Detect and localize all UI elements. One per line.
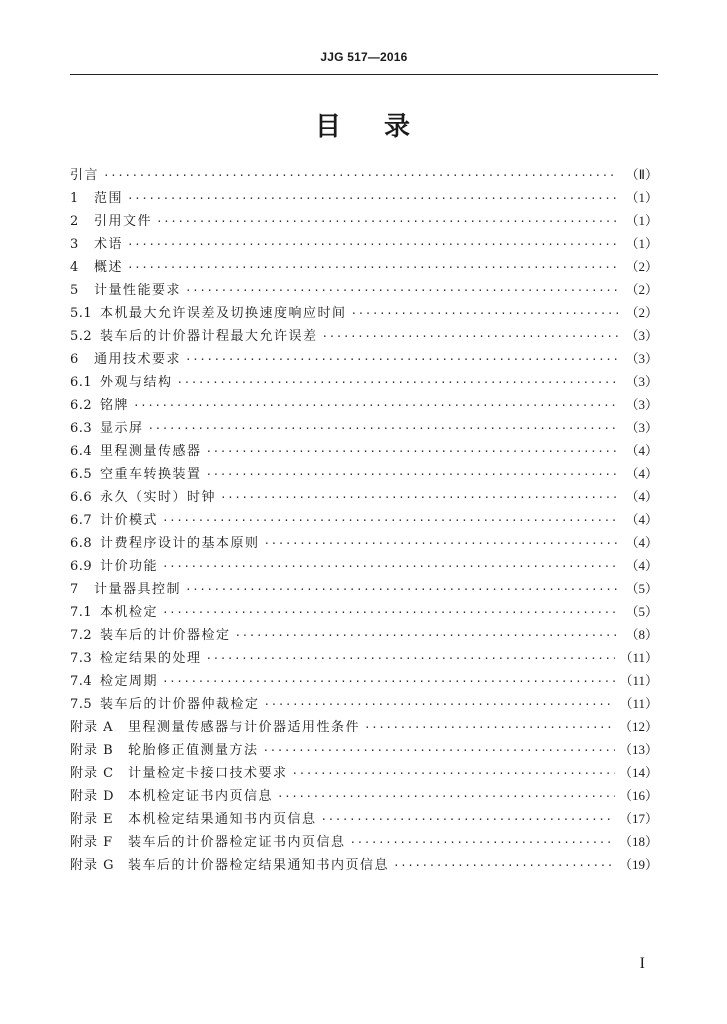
- toc-entry[interactable]: [70, 232, 658, 255]
- toc-entry-page: （5）: [625, 581, 658, 596]
- dot-leader: [206, 463, 618, 486]
- dot-leader: [206, 440, 618, 463]
- toc-entry-page: （2）: [625, 305, 658, 320]
- toc-entry-title: 范围: [94, 191, 124, 206]
- toc-entry-number: 附录 F: [70, 835, 114, 850]
- dot-leader: [127, 187, 618, 210]
- toc-entry-title: 概述: [94, 260, 124, 275]
- toc-entry-page: （4）: [625, 489, 658, 504]
- toc-entry-title: 本机检定证书内页信息: [128, 789, 274, 804]
- toc-entry[interactable]: [70, 163, 658, 186]
- toc-entry[interactable]: [70, 508, 658, 531]
- dot-leader: [162, 555, 618, 578]
- toc-entry-title: 本机检定结果通知书内页信息: [128, 812, 317, 827]
- dot-leader: [263, 739, 615, 762]
- toc-entry[interactable]: [70, 370, 658, 393]
- toc-entry-number: 6.9: [70, 559, 93, 574]
- toc-entry[interactable]: [70, 347, 658, 370]
- dot-leader: [156, 210, 618, 233]
- dot-leader: [321, 808, 615, 831]
- toc-entry-number: 7.4: [70, 674, 93, 689]
- toc-entry-title: 装车后的计价器检定: [100, 628, 231, 643]
- toc-entry[interactable]: [70, 715, 658, 738]
- header-divider: [70, 74, 658, 75]
- toc-entry[interactable]: [70, 646, 658, 669]
- toc-entry-page: （4）: [625, 466, 658, 481]
- toc-entry[interactable]: [70, 301, 658, 324]
- toc-entry[interactable]: [70, 692, 658, 715]
- toc-entry-number: 3: [70, 237, 79, 252]
- toc-entry-title: 通用技术要求: [94, 352, 182, 367]
- toc-entry[interactable]: [70, 853, 658, 876]
- toc-entry[interactable]: [70, 577, 658, 600]
- toc-entry-title: 外观与结构: [100, 375, 173, 390]
- toc-entry-number: 7.5: [70, 697, 93, 712]
- dot-leader: [162, 509, 618, 532]
- dot-leader: [264, 532, 618, 555]
- dot-leader: [264, 693, 616, 716]
- toc-entry-title: 空重车转换装置: [100, 467, 202, 482]
- toc-entry-page: （14）: [618, 765, 658, 780]
- toc-entry[interactable]: [70, 554, 658, 577]
- dot-leader: [162, 601, 618, 624]
- standard-code-header: JJG 517—2016: [320, 50, 408, 64]
- toc-entry-page: （11）: [619, 650, 658, 665]
- toc-entry-page: （1）: [625, 236, 658, 251]
- toc-entry-number: 5: [70, 283, 79, 298]
- toc-entry-page: （4）: [625, 512, 658, 527]
- toc-entry-number: 附录 B: [70, 743, 114, 758]
- toc-entry-title: 装车后的计价器检定结果通知书内页信息: [128, 858, 390, 873]
- toc-entry-page: （19）: [618, 857, 658, 872]
- dot-leader: [277, 785, 615, 808]
- toc-entry-number: 附录 G: [70, 858, 115, 873]
- toc-entry-title: 检定周期: [100, 674, 159, 689]
- toc-entry-title: 计量性能要求: [94, 283, 182, 298]
- toc-entry-number: 6.8: [70, 536, 93, 551]
- toc-entry-page: （13）: [618, 742, 658, 757]
- toc-entry-number: 6.3: [70, 421, 93, 436]
- toc-entry-number: 7.3: [70, 651, 93, 666]
- toc-entry[interactable]: [70, 416, 658, 439]
- toc-entry[interactable]: [70, 669, 658, 692]
- toc-entry[interactable]: [70, 485, 658, 508]
- toc-entry-title: 引言: [70, 168, 100, 183]
- toc-entry[interactable]: [70, 784, 658, 807]
- dot-leader: [322, 325, 618, 348]
- toc-entry-number: 7.1: [70, 605, 93, 620]
- toc-entry-title: 术语: [94, 237, 124, 252]
- toc-entry[interactable]: [70, 807, 658, 830]
- toc-entry-page: （16）: [618, 788, 658, 803]
- toc-entry-number: 5.2: [70, 329, 93, 344]
- dot-leader: [185, 279, 618, 302]
- dot-leader: [350, 831, 615, 854]
- toc-entry-title: 计价功能: [100, 559, 159, 574]
- toc-entry-number: 7.2: [70, 628, 93, 643]
- toc-entry-title: 装车后的计价器仲裁检定: [100, 697, 260, 712]
- dot-leader: [185, 578, 618, 601]
- toc-entry-number: 5.1: [70, 306, 93, 321]
- toc-entry-title: 本机最大允许误差及切换速度响应时间: [100, 306, 347, 321]
- toc-entry-number: 1: [70, 191, 79, 206]
- toc-entry-title: 铭牌: [100, 398, 130, 413]
- toc-entry-page: （1）: [625, 213, 658, 228]
- toc-entry-page: （8）: [625, 627, 658, 642]
- toc-entry-title: 计费程序设计的基本原则: [100, 536, 260, 551]
- toc-entry-title: 里程测量传感器: [100, 444, 202, 459]
- toc-entry-title: 轮胎修正值测量方法: [128, 743, 259, 758]
- toc-entry-title: 计价模式: [100, 513, 159, 528]
- toc-entry-page: （4）: [625, 443, 658, 458]
- toc-entry-page: （17）: [618, 811, 658, 826]
- dot-leader: [206, 647, 616, 670]
- dot-leader: [177, 371, 618, 394]
- toc-entry-title: 装车后的计价器计程最大允许误差: [100, 329, 318, 344]
- toc-entry-page: （2）: [625, 282, 658, 297]
- toc-entry-page: （4）: [625, 558, 658, 573]
- dot-leader: [162, 670, 615, 693]
- dot-leader: [220, 486, 618, 509]
- toc-entry-title: 显示屏: [100, 421, 144, 436]
- toc-entry-page: （12）: [618, 719, 658, 734]
- toc-entry-number: 4: [70, 260, 79, 275]
- toc-entry-page: （11）: [619, 673, 658, 688]
- dot-leader: [103, 164, 618, 187]
- dot-leader: [292, 762, 615, 785]
- toc-entry[interactable]: [70, 324, 658, 347]
- toc-entry[interactable]: [70, 761, 658, 784]
- toc-entry[interactable]: [70, 830, 658, 853]
- dot-leader: [127, 233, 618, 256]
- toc-entry-number: 6.7: [70, 513, 93, 528]
- toc-entry-number: 6.2: [70, 398, 93, 413]
- toc-entry-page: （3）: [625, 328, 658, 343]
- dot-leader: [393, 854, 615, 877]
- toc-entry-number: 7: [70, 582, 79, 597]
- toc-entry-number: 6.1: [70, 375, 93, 390]
- toc-entry-page: （3）: [625, 351, 658, 366]
- dot-leader: [127, 256, 618, 279]
- toc-entry-title: 计量器具控制: [94, 582, 182, 597]
- toc-entry-page: （1）: [625, 190, 658, 205]
- toc-entry-page: （11）: [619, 696, 658, 711]
- dot-leader: [133, 394, 618, 417]
- toc-entry-page: （4）: [625, 535, 658, 550]
- page-title: 目 录: [314, 112, 413, 142]
- toc-entry-page: （3）: [625, 420, 658, 435]
- table-of-contents: [70, 163, 658, 876]
- toc-entry-page: （2）: [625, 259, 658, 274]
- toc-entry-number: 2: [70, 214, 79, 229]
- toc-entry[interactable]: [70, 209, 658, 232]
- toc-entry-number: 6.4: [70, 444, 93, 459]
- toc-entry[interactable]: [70, 623, 658, 646]
- toc-entry[interactable]: [70, 278, 658, 301]
- toc-entry[interactable]: [70, 738, 658, 761]
- dot-leader: [235, 624, 618, 647]
- toc-entry-number: 6.5: [70, 467, 93, 482]
- toc-entry-title: 永久（实时）时钟: [100, 490, 217, 505]
- toc-entry-title: 计量检定卡接口技术要求: [128, 766, 288, 781]
- page-number: I: [639, 955, 645, 972]
- toc-entry-number: 附录 D: [70, 789, 115, 804]
- dot-leader: [364, 716, 615, 739]
- toc-entry-number: 6.6: [70, 490, 93, 505]
- toc-entry-page: （18）: [618, 834, 658, 849]
- toc-entry-title: 里程测量传感器与计价器适用性条件: [128, 720, 361, 735]
- dot-leader: [148, 417, 618, 440]
- toc-entry[interactable]: [70, 255, 658, 278]
- toc-entry[interactable]: [70, 439, 658, 462]
- toc-entry-title: 引用文件: [94, 214, 153, 229]
- toc-entry[interactable]: [70, 462, 658, 485]
- toc-entry-number: 附录 E: [70, 812, 114, 827]
- toc-entry-page: （3）: [625, 397, 658, 412]
- toc-entry[interactable]: [70, 393, 658, 416]
- toc-entry-number: 6: [70, 352, 79, 367]
- toc-entry[interactable]: [70, 600, 658, 623]
- toc-entry-title: 装车后的计价器检定证书内页信息: [128, 835, 346, 850]
- toc-entry-title: 检定结果的处理: [100, 651, 202, 666]
- toc-entry-page: （5）: [625, 604, 658, 619]
- dot-leader: [185, 348, 618, 371]
- dot-leader: [351, 302, 618, 325]
- toc-entry-title: 本机检定: [100, 605, 159, 620]
- toc-entry[interactable]: [70, 186, 658, 209]
- toc-entry[interactable]: [70, 531, 658, 554]
- toc-entry-page: （3）: [625, 374, 658, 389]
- toc-entry-number: 附录 C: [70, 766, 115, 781]
- toc-entry-page: （Ⅱ）: [625, 167, 658, 182]
- toc-entry-number: 附录 A: [70, 720, 114, 735]
